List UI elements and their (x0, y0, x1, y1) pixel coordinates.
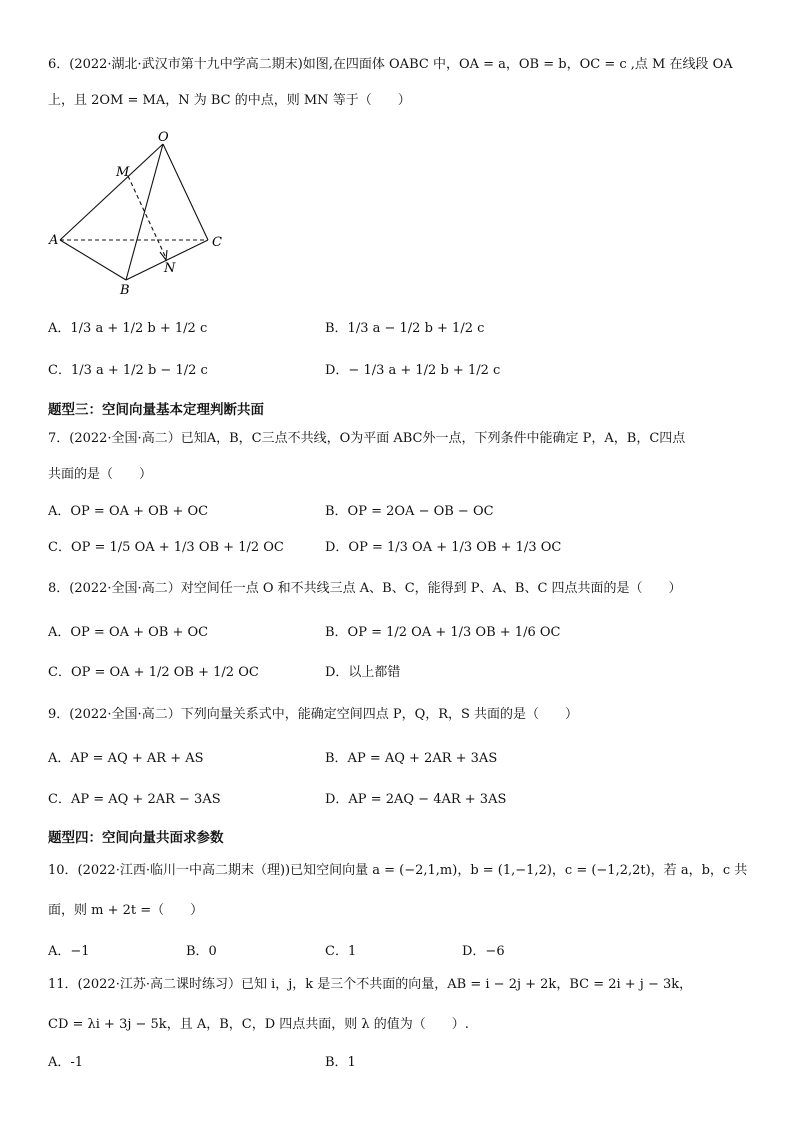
q6-stem-line2: 上，且 2OM = MA，N 为 BC 的中点，则 MN 等于（ ） (48, 93, 411, 108)
label-B: B (120, 283, 130, 298)
q10-stem-line2: 面，则 m + 2t =（ ） (48, 903, 204, 918)
q9-option-b[interactable]: B．AP = AQ + 2AR + 3AS (325, 751, 498, 766)
label-O: O (158, 130, 169, 145)
label-A: A (49, 233, 59, 248)
q7-option-a[interactable]: A．OP = OA + OB + OC (48, 504, 209, 519)
label-M: M (116, 165, 130, 180)
q10-option-c[interactable]: C．1 (325, 944, 357, 959)
q11-option-b[interactable]: B．1 (325, 1055, 356, 1070)
q9-option-d[interactable]: D．AP = 2AQ − 4AR + 3AS (325, 792, 507, 807)
edge-AB (60, 240, 126, 280)
q6-option-a[interactable]: A．1/3 a + 1/2 b + 1/2 c (48, 321, 208, 336)
q11-option-a[interactable]: A．-1 (48, 1055, 84, 1070)
label-C: C (212, 235, 222, 250)
q6-option-c[interactable]: C．1/3 a + 1/2 b − 1/2 c (48, 363, 208, 378)
arrow-head-icon (160, 250, 167, 260)
q7-option-d[interactable]: D．OP = 1/3 OA + 1/3 OB + 1/3 OC (325, 540, 562, 555)
q9-option-a[interactable]: A．AP = AQ + AR + AS (48, 751, 204, 766)
q10-stem-line1: 10．(2022·江西·临川一中高二期末（理))已知空间向量 a = (−2,1,m)，b = (1,−1,2)，c = (−1,2,2t)，若 a，b，c 共 (48, 863, 748, 878)
section-heading-3: 题型三：空间向量基本定理判断共面 (48, 402, 264, 418)
q10-option-a[interactable]: A．−1 (48, 944, 90, 959)
q8-option-b[interactable]: B．OP = 1/2 OA + 1/3 OB + 1/6 OC (325, 625, 561, 640)
q8-option-d[interactable]: D．以上都错 (325, 665, 401, 680)
q8-stem-line1: 8．(2022·全国·高二）对空间任一点 O 和不共线三点 A、B、C，能得到 P、A、B、C 四点共面的是（ ） (48, 581, 682, 596)
tetrahedron-figure (48, 128, 248, 298)
label-N: N (164, 261, 176, 276)
vector-MN (128, 176, 166, 258)
edge-OA (60, 144, 163, 240)
q8-option-c[interactable]: C．OP = OA + 1/2 OB + 1/2 OC (48, 665, 259, 680)
q10-option-b[interactable]: B．0 (186, 944, 217, 959)
q9-stem-line1: 9．(2022·全国·高二）下列向量关系式中，能确定空间四点 P，Q，R，S 共面的是（ ） (48, 707, 579, 722)
q6-option-d[interactable]: D．− 1/3 a + 1/2 b + 1/2 c (325, 363, 501, 378)
q7-option-c[interactable]: C．OP = 1/5 OA + 1/3 OB + 1/2 OC (48, 540, 284, 555)
q6-option-b[interactable]: B．1/3 a − 1/2 b + 1/2 c (325, 321, 485, 336)
q11-stem-line1: 11．(2022·江苏·高二课时练习）已知 i，j，k 是三个不共面的向量，AB = i − 2j + 2k，BC = 2i + j − 3k， (48, 977, 693, 992)
q8-option-a[interactable]: A．OP = OA + OB + OC (48, 625, 209, 640)
q7-stem-line2: 共面的是（ ） (48, 467, 153, 482)
q11-stem-line2: CD = λi + 3j − 5k，且 A，B，C，D 四点共面，则 λ 的值为（ ）. (48, 1017, 469, 1032)
q9-option-c[interactable]: C．AP = AQ + 2AR − 3AS (48, 792, 221, 807)
q10-option-d[interactable]: D．−6 (462, 944, 505, 959)
q7-option-b[interactable]: B．OP = 2OA − OB − OC (325, 504, 494, 519)
q6-stem-line1: 6．(2022·湖北·武汉市第十九中学高二期末)如图,在四面体 OABC 中，OA = a，OB = b，OC = c ,点 M 在线段 OA (48, 57, 733, 72)
q7-stem-line1: 7．(2022·全国·高二）已知A，B，C三点不共线，O为平面 ABC外一点，下列条件中能确定 P，A，B，C四点 (48, 431, 686, 446)
edge-OC (163, 144, 208, 240)
section-heading-4: 题型四：空间向量共面求参数 (48, 830, 224, 846)
edge-OB (126, 144, 163, 280)
